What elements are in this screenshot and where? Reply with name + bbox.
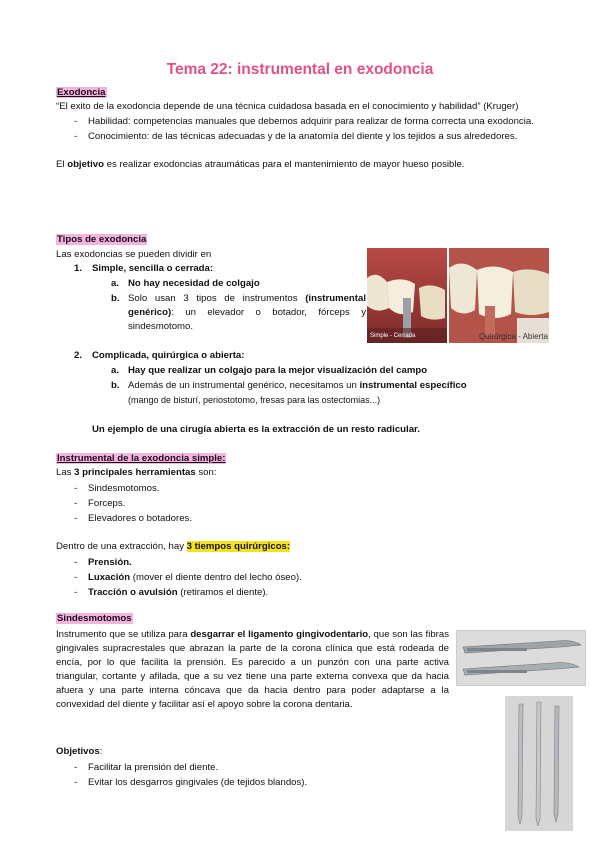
type-quirurgica: 2. Complicada, quirúrgica o abierta: a. Hay que realizar un colgajo para la mejor visualización del campo b. Además de un instrumental genérico, necesitamos un instrumental específico (mango de bisturí, periostotomo, fresas para las ostectomias...) <box>74 350 467 405</box>
objetivos-list <box>56 760 307 790</box>
kruger-quote: “El exito de la exodoncia depende de una técnica cuidadosa basada en el conocimiento y habilidad” (Kruger) <box>56 101 519 112</box>
list-item: - Habilidad: competencias manuales que debemos adquirir para realizar de forma correcta una exodoncia. <box>56 115 546 129</box>
heading-exodoncia: Exodoncia <box>57 87 106 98</box>
objective-text: El objetivo es realizar exodoncias atraumáticas para el mantenimiento de mayor hueso posible. <box>56 159 465 170</box>
list-item: - Forceps. <box>56 496 192 511</box>
open-surgery-example: Un ejemplo de una cirugía abierta es la extracción de un resto radicular. <box>92 424 420 435</box>
tipos-intro: Las exodoncias se pueden dividir en <box>56 249 212 260</box>
tools-list <box>56 481 192 526</box>
list-item: - Prensión. <box>56 555 302 570</box>
sindesmotomo-photo-1 <box>456 630 586 686</box>
heading-sindesmotomos: Sindesmotomos <box>57 613 132 624</box>
heading-instrumental: Instrumental de la exodoncia simple: <box>57 453 226 464</box>
extraction-photos-svg <box>367 248 549 343</box>
photo-caption-simple: Simple - Cerrada <box>370 333 416 339</box>
tiempos-intro: Dentro de una extracción, hay 3 tiempos quirúrgicos: <box>56 541 291 552</box>
list-item: - Facilitar la prensión del diente. <box>56 760 307 775</box>
list-item: - Evitar los desgarros gingivales (de tejidos blandos). <box>56 775 307 790</box>
sindesmotomo-photo-2 <box>505 696 573 831</box>
objetivos-heading: Objetivos: <box>56 746 103 757</box>
heading-tipos: Tipos de exodoncia <box>57 234 147 245</box>
page-title: Tema 22: instrumental en exodoncia <box>166 61 434 78</box>
photo-caption-quirurgica: Quirúrgica - Abierta <box>479 332 548 341</box>
sindesmotomos-description-top: Instrumento que se utiliza para desgarrar el ligamento gingivodentario, que son las fibras gingivales supracrestales que abrazan la parte de la corona clínica que está rodeada de encía, por lo que facilita la prensión. Es parecido a un punzón con una parte activa triangular, cortante y afilada, que a su vez tiene una parte externa convexa que da hacia afuera y una parte interna cóncava que da hacia dentro para poder adaptarse a la convexidad del diente y facilitar así el apoyo sobre la corona dentaria. <box>56 629 449 710</box>
list-item: - Elevadores o botadores. <box>56 511 192 526</box>
extraction-photos <box>367 248 549 343</box>
instrumental-intro: Las 3 principales herramientas son: <box>56 467 217 478</box>
sindesmotomos-description: , que son las fibras gingivales supracrestales que abrazan la parte de la corona clínica que está rodeada de encía, por lo que facilita la prensión. Es parecido a un punzón con una parte activa triangular, cortante y afilada, que a su vez tiene una parte externa convexa que da hacia afuera y una parte interna cóncava que da hacia dentro para poder adaptarse a la convexidad del diente y facilitar así el apoyo sobre la corona dentaria. <box>56 629 449 710</box>
list-item: - Sindesmotomos. <box>56 481 192 496</box>
list-item: - Tracción o avulsión (retiramos el diente). <box>56 585 302 600</box>
list-item: - Luxación (mover el diente dentro del lecho óseo). <box>56 570 302 585</box>
section-exodoncia <box>56 86 546 171</box>
list-item: - Conocimiento: de las técnicas adecuadas y de la anatomía del diente y los tejidos a sus alrededores. <box>56 130 546 144</box>
type-simple: 1. Simple, sencilla o cerrada: a. No hay necesidad de colgajo b. Solo usan 3 tipos de instrumentos (instrumental genérico): un elevador o botador, fórceps y sindesmotomo. <box>74 263 366 332</box>
sindesmotomo-photo-2-svg <box>505 696 573 831</box>
tiempos-list <box>56 555 302 600</box>
sindesmotomo-photo-1-svg <box>457 631 585 685</box>
